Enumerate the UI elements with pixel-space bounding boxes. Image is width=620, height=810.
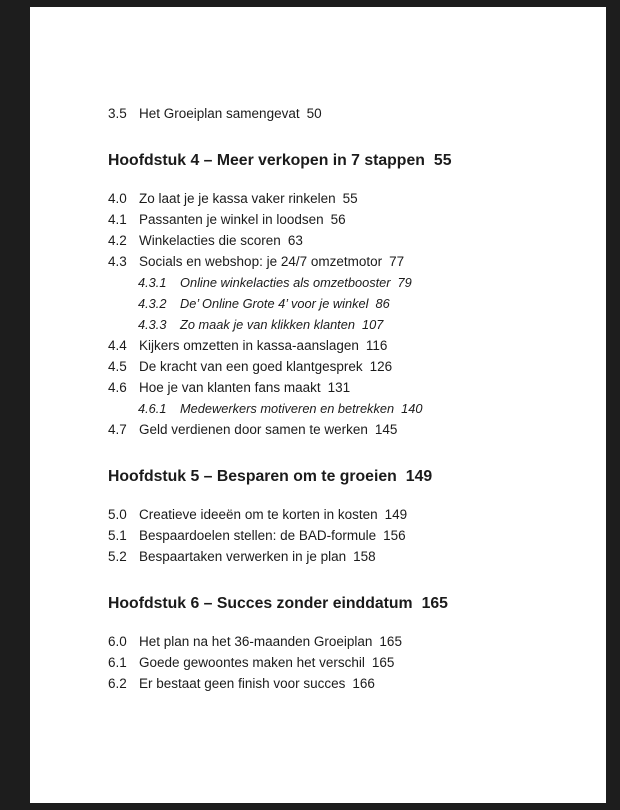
toc-entry-number: 4.4 [108, 338, 127, 353]
chapter-heading [108, 594, 576, 614]
toc-entry-title: De’ Online Grote 4’ voor je winkel [180, 296, 369, 311]
toc-entry-page: 63 [287, 233, 303, 248]
toc-entry-title: Er bestaat geen finish voor succes [139, 676, 346, 691]
toc-entry-page: 158 [353, 549, 376, 564]
toc-subentry [138, 272, 576, 293]
toc-entry [108, 673, 576, 694]
toc-entry [108, 546, 576, 567]
chapter-heading [108, 151, 576, 171]
toc-entry-number: 6.2 [108, 676, 127, 691]
toc-entry [108, 356, 576, 377]
toc-entry-number: 5.2 [108, 549, 127, 564]
toc-entry-title: De kracht van een goed klantgesprek [139, 359, 363, 374]
toc-entry [108, 377, 576, 398]
toc-entry-number: 6.0 [108, 634, 127, 649]
toc-entry [108, 335, 576, 356]
toc-entry [108, 525, 576, 546]
toc-entry-page: 116 [365, 338, 388, 353]
toc-entry-page: 165 [371, 655, 395, 670]
toc-entry-page: 77 [389, 254, 405, 269]
toc-entry-title: Goede gewoontes maken het verschil [139, 655, 365, 670]
toc-entry-title: Zo maak je van klikken klanten [180, 317, 355, 332]
chapter-heading-page: 149 [405, 468, 433, 485]
toc-entry-page: 107 [361, 317, 384, 332]
toc-entry-title: Zo laat je je kassa vaker rinkelen [139, 191, 336, 206]
toc-subentry [138, 293, 576, 314]
toc-entry-page: 86 [375, 296, 390, 311]
toc-entry-page: 156 [383, 528, 406, 543]
toc-entry-number: 4.3.1 [138, 275, 167, 290]
toc-entry-number: 4.0 [108, 191, 127, 206]
chapter-heading [108, 467, 576, 487]
toc-entry-page: 126 [369, 359, 393, 374]
toc-entry-title: Het plan na het 36-maanden Groeiplan [139, 634, 373, 649]
toc-entry-page: 165 [379, 634, 402, 649]
toc-entry [108, 209, 576, 230]
toc-subentry [138, 398, 576, 419]
toc-entry-number: 4.2 [108, 233, 127, 248]
toc-entry-title: Winkelacties die scoren [139, 233, 281, 248]
toc-entry-number: 5.1 [108, 528, 127, 543]
toc-entry-number: 4.3.3 [138, 317, 167, 332]
toc-entry-title: Hoe je van klanten fans maakt [139, 380, 321, 395]
toc-entry-page: 50 [306, 106, 322, 121]
toc-entry-page: 140 [401, 401, 423, 416]
toc-entry-title: Socials en webshop: je 24/7 omzetmotor [139, 254, 383, 269]
toc-entry-title: Online winkelacties als omzetbooster [180, 275, 391, 290]
toc-entry-page: 55 [342, 191, 358, 206]
chapter-heading-text: Hoofdstuk 5 – Besparen om te groeien [108, 468, 397, 485]
toc-entry-title: Kijkers omzetten in kassa-aanslagen [139, 338, 359, 353]
toc-entry [108, 652, 576, 673]
toc-entry-title: Creatieve ideeën om te korten in kosten [139, 507, 378, 522]
toc-entry-number: 4.5 [108, 359, 127, 374]
toc-entry [108, 504, 576, 525]
toc-entry-page: 131 [327, 380, 351, 395]
toc-entry-title: Medewerkers motiveren en betrekken [180, 401, 395, 416]
toc-entry-number: 4.3.2 [138, 296, 167, 311]
toc-entry [108, 103, 576, 124]
toc-entry-number: 4.6 [108, 380, 127, 395]
toc-entry-page: 145 [374, 422, 398, 437]
toc-entry-number: 4.3 [108, 254, 127, 269]
toc-entry [108, 188, 576, 209]
toc-entry-number: 3.5 [108, 106, 127, 121]
table-of-contents [108, 103, 576, 694]
toc-entry-title: Bespaardoelen stellen: de BAD-formule [139, 528, 377, 543]
document-page [30, 7, 606, 803]
toc-entry-number: 4.7 [108, 422, 127, 437]
chapter-heading-page: 55 [433, 152, 452, 169]
toc-subentry [138, 314, 576, 335]
toc-entry-page: 166 [352, 676, 375, 691]
toc-entry-number: 4.1 [108, 212, 127, 227]
toc-entry-title: Geld verdienen door samen te werken [139, 422, 368, 437]
toc-entry-title: Het Groeiplan samengevat [139, 106, 300, 121]
toc-entry-title: Passanten je winkel in loodsen [139, 212, 324, 227]
chapter-heading-page: 165 [421, 595, 448, 612]
toc-entry [108, 419, 576, 440]
chapter-heading-text: Hoofdstuk 4 – Meer verkopen in 7 stappen [108, 152, 425, 169]
toc-entry-number: 4.6.1 [138, 401, 167, 416]
toc-entry-page: 149 [384, 507, 408, 522]
toc-entry-page: 56 [330, 212, 346, 227]
toc-entry-number: 5.0 [108, 507, 127, 522]
toc-entry-title: Bespaartaken verwerken in je plan [139, 549, 347, 564]
toc-entry [108, 631, 576, 652]
toc-entry-page: 79 [397, 275, 412, 290]
toc-entry [108, 230, 576, 251]
chapter-heading-text: Hoofdstuk 6 – Succes zonder einddatum [108, 595, 413, 612]
toc-entry-number: 6.1 [108, 655, 127, 670]
toc-entry [108, 251, 576, 272]
